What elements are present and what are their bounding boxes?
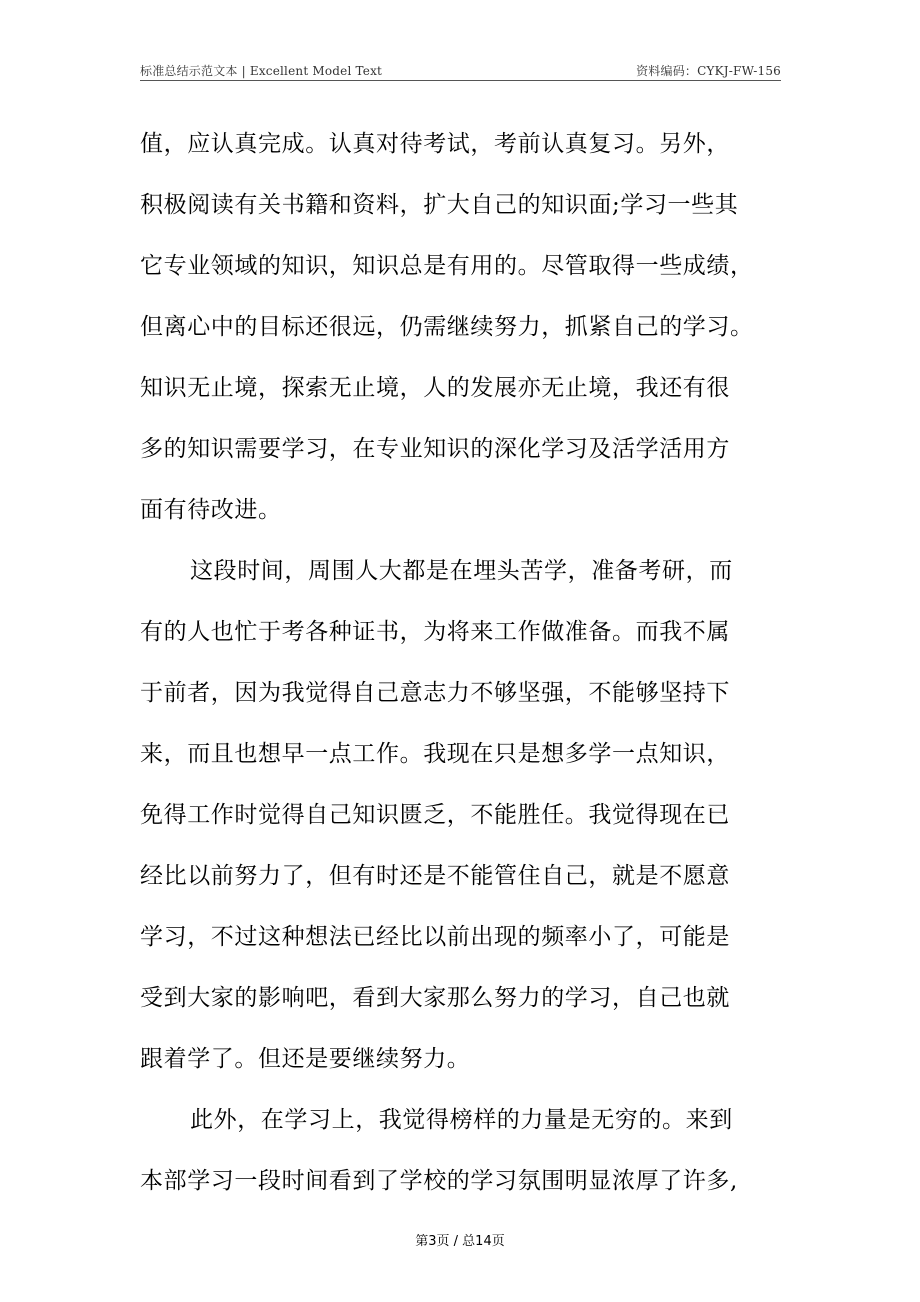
page-number: 第3页 / 总14页	[415, 1234, 505, 1249]
text-line: 积极阅读有关书籍和资料，扩大自己的知识面;学习一些其	[140, 192, 739, 218]
text-line: 来，而且也想早一点工作。我现在只是想多学一点知识，	[140, 741, 730, 767]
header-title: 标准总结示范文本 | Excellent Model Text	[140, 64, 383, 78]
text-line: 有的人也忙于考各种证书，为将来工作做准备。而我不属	[140, 619, 730, 645]
text-line: 它专业领域的知识，知识总是有用的。尽管取得一些成绩，	[140, 253, 754, 279]
document-code: 资料编码：CYKJ-FW-156	[636, 64, 781, 78]
document-body	[140, 120, 786, 1218]
text-line: 面有待改进。	[140, 497, 282, 523]
text-line: 值，应认真完成。认真对待考试，考前认真复习。另外，	[140, 131, 730, 157]
paragraph-start-line: 此外，在学习上，我觉得榜样的力量是无穷的。来到	[190, 1107, 733, 1133]
text-line: 免得工作时觉得自己知识匮乏，不能胜任。我觉得现在已	[140, 802, 730, 828]
text-line: 但离心中的目标还很远，仍需继续努力，抓紧自己的学习。	[140, 314, 754, 340]
page-header	[140, 60, 781, 82]
text-line: 受到大家的影响吧，看到大家那么努力的学习，自己也就	[140, 985, 730, 1011]
paragraph-start-line: 这段时间，周围人大都是在埋头苦学，准备考研，而	[190, 558, 733, 584]
text-line: 经比以前努力了，但有时还是不能管住自己，就是不愿意	[140, 863, 730, 889]
text-line: 于前者，因为我觉得自己意志力不够坚强，不能够坚持下	[140, 680, 730, 706]
text-line: 学习，不过这种想法已经比以前出现的频率小了，可能是	[140, 924, 730, 950]
text-line: 知识无止境，探索无止境，人的发展亦无止境，我还有很	[140, 375, 730, 401]
text-line: 跟着学了。但还是要继续努力。	[140, 1046, 471, 1072]
text-line: 多的知识需要学习，在专业知识的深化学习及活学活用方	[140, 436, 730, 462]
text-line: 本部学习一段时间看到了学校的学习氛围明显浓厚了许多,	[140, 1168, 738, 1194]
header-divider	[140, 80, 781, 81]
